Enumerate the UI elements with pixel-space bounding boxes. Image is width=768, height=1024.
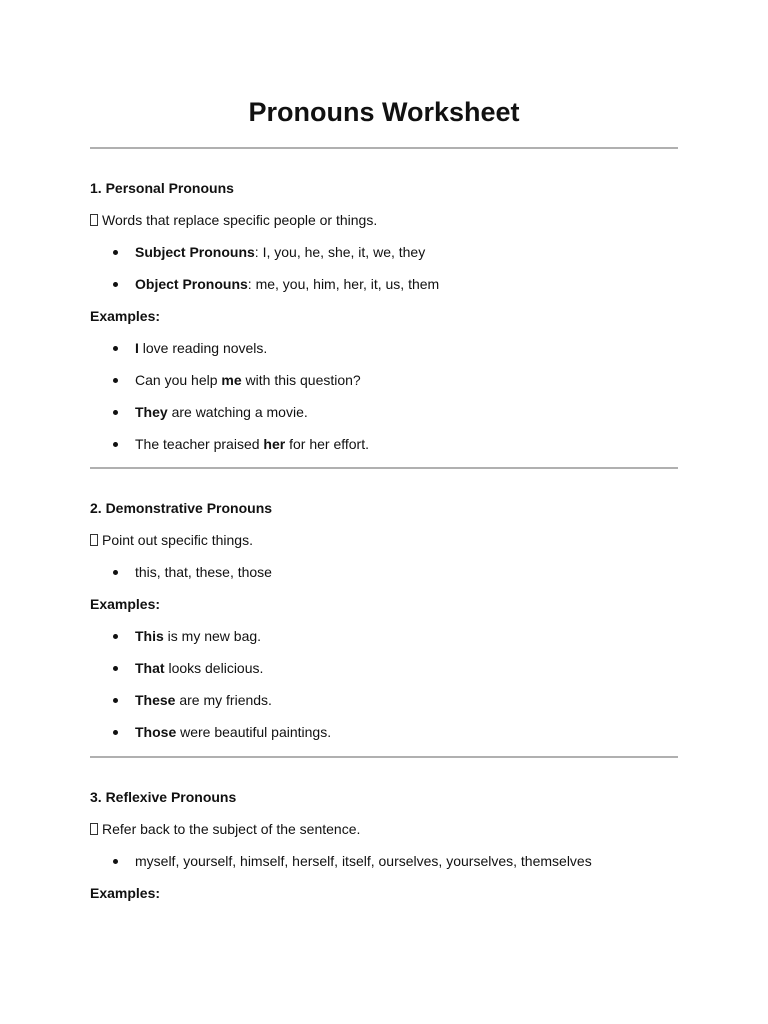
example-text: are watching a movie. bbox=[167, 404, 308, 420]
pronoun-list: myself, yourself, himself, herself, itself, ourselves, yourselves, themselves bbox=[135, 853, 592, 869]
intro-text: Point out specific things. bbox=[102, 532, 253, 548]
bullet-icon bbox=[113, 634, 118, 639]
section-heading-personal: 1. Personal Pronouns bbox=[90, 180, 234, 196]
example-text: love reading novels. bbox=[138, 340, 268, 356]
example-text: are my friends. bbox=[175, 692, 272, 708]
term-definition: : me, you, him, her, it, us, them bbox=[247, 276, 440, 292]
intro-text: Words that replace specific people or things. bbox=[102, 212, 378, 228]
example-pronoun: These bbox=[135, 692, 176, 708]
bullet-icon bbox=[113, 378, 118, 383]
example-text: Can you help bbox=[135, 372, 222, 388]
section-heading-reflexive: 3. Reflexive Pronouns bbox=[90, 789, 237, 805]
example-text: were beautiful paintings. bbox=[176, 724, 332, 740]
section-intro-personal bbox=[90, 211, 377, 229]
missing-glyph-icon bbox=[90, 214, 98, 226]
bullet-icon bbox=[113, 859, 118, 864]
term-label: Subject Pronouns bbox=[135, 244, 255, 260]
example-text: with this question? bbox=[241, 372, 361, 388]
example-pronoun: This bbox=[135, 628, 164, 644]
example-text: is my new bag. bbox=[163, 628, 262, 644]
bullet-icon bbox=[113, 442, 118, 447]
pronoun-list: this, that, these, those bbox=[135, 564, 272, 580]
bullet-icon bbox=[113, 250, 118, 255]
divider bbox=[90, 756, 678, 758]
examples-label: Examples: bbox=[90, 885, 161, 901]
term-definition: : I, you, he, she, it, we, they bbox=[254, 244, 426, 260]
examples-label: Examples: bbox=[90, 308, 161, 324]
bullet-icon bbox=[113, 346, 118, 351]
example-text: looks delicious. bbox=[164, 660, 264, 676]
missing-glyph-icon bbox=[90, 534, 98, 546]
term-label: Object Pronouns bbox=[135, 276, 248, 292]
divider bbox=[90, 147, 678, 149]
section-intro-demonstrative bbox=[90, 531, 253, 549]
bullet-icon bbox=[113, 282, 118, 287]
intro-text: Refer back to the subject of the sentence. bbox=[102, 821, 361, 837]
example-pronoun: I bbox=[135, 340, 139, 356]
bullet-icon bbox=[113, 666, 118, 671]
bullet-icon bbox=[113, 698, 118, 703]
example-pronoun: They bbox=[135, 404, 168, 420]
example-pronoun: me bbox=[221, 372, 242, 388]
example-text: for her effort. bbox=[285, 436, 369, 452]
bullet-icon bbox=[113, 570, 118, 575]
missing-glyph-icon bbox=[90, 823, 98, 835]
section-heading-demonstrative: 2. Demonstrative Pronouns bbox=[90, 500, 273, 516]
divider bbox=[90, 467, 678, 469]
example-pronoun: Those bbox=[135, 724, 177, 740]
section-intro-reflexive bbox=[90, 820, 360, 838]
bullet-icon bbox=[113, 410, 118, 415]
example-text: The teacher praised bbox=[135, 436, 264, 452]
page-title: Pronouns Worksheet bbox=[248, 97, 520, 127]
example-pronoun: That bbox=[135, 660, 165, 676]
examples-label: Examples: bbox=[90, 596, 161, 612]
example-pronoun: her bbox=[263, 436, 286, 452]
bullet-icon bbox=[113, 730, 118, 735]
